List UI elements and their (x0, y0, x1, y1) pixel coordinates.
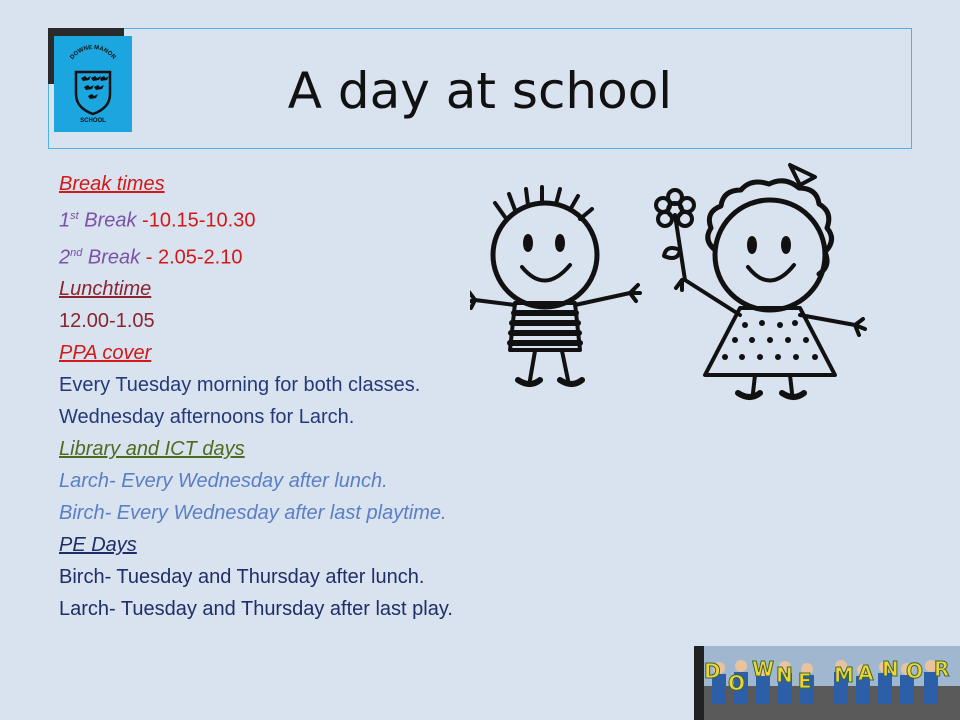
lunchtime-heading: Lunchtime (59, 278, 152, 301)
pe-line-2: Larch- Tuesday and Thursday after last play. (59, 598, 453, 621)
second-break-sup: nd (70, 246, 83, 259)
first-break-time: -10.15-10.30 (142, 209, 256, 232)
boy-figure (470, 187, 640, 384)
second-break-number: 2 (59, 246, 71, 269)
photo-letter: A (858, 661, 874, 685)
photo-letter: W (752, 657, 775, 681)
first-break-number: 1 (59, 209, 71, 232)
first-break-sup: st (70, 210, 79, 222)
page-title: A day at school (287, 62, 673, 120)
school-children-photo (694, 646, 960, 720)
children-drawing (470, 155, 875, 405)
break-times-heading: Break times (59, 173, 165, 195)
library-line-1: Larch- Every Wednesday after lunch. (59, 470, 388, 493)
photo-letter: N (882, 657, 899, 681)
logo-text-bottom: SCHOOL (80, 118, 106, 124)
second-break-label: Break (82, 246, 146, 269)
library-heading: Library and ICT days (59, 438, 245, 461)
photo-letter: N (776, 663, 793, 687)
schedule-text (59, 168, 453, 625)
ppa-line-2: Wednesday afternoons for Larch. (59, 406, 355, 429)
photo-letter: D (704, 659, 721, 683)
library-line-2: Birch- Every Wednesday after last playtime. (59, 502, 447, 525)
girl-figure (656, 165, 865, 397)
logo-text-top: DOWNE MANOR (69, 44, 117, 61)
pe-days-heading: PE Days (59, 534, 137, 557)
photo-letter: O (906, 659, 924, 683)
first-break-line (59, 200, 453, 237)
photo-letter: R (934, 657, 950, 681)
first-break-label: Break (78, 209, 143, 232)
photo-letter: E (798, 669, 812, 693)
photo-letter: O (728, 671, 746, 695)
lunchtime-hours: 12.00-1.05 (59, 310, 155, 333)
second-break-time: - 2.05-2.10 (145, 246, 243, 269)
pe-line-1: Birch- Tuesday and Thursday after lunch. (59, 566, 425, 589)
second-break-line (59, 237, 453, 274)
photo-letter: M (834, 663, 854, 687)
ppa-cover-heading: PPA cover (59, 342, 152, 365)
ppa-line-1: Every Tuesday morning for both classes. (59, 374, 421, 397)
